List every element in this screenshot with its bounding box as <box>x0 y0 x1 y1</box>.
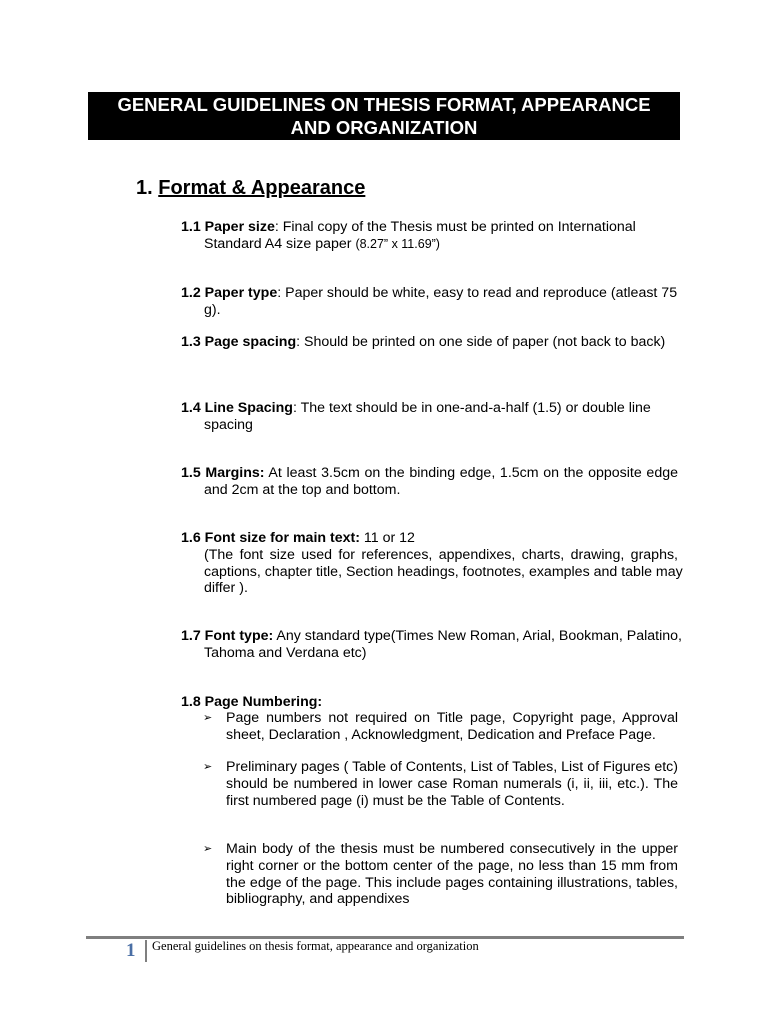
list-item <box>203 710 678 744</box>
item-font-type <box>181 628 682 662</box>
list-item <box>203 841 678 908</box>
item-paper-size <box>181 219 678 253</box>
item-label: 1.8 Page Numbering: <box>181 694 323 710</box>
bullet-line: sheet, Declaration , Acknowledgment, Dedication and Preface Page. <box>226 726 656 743</box>
paper-dimensions: (8.27” x 11.69”) <box>355 236 440 251</box>
item-margins <box>181 465 678 499</box>
item-label: 1.4 Line Spacing <box>181 400 293 416</box>
section-number: 1. <box>136 177 153 199</box>
item-text: differ ). <box>204 580 248 597</box>
item-text: : Final copy of the Thesis must be printed on International <box>274 219 636 235</box>
title-line-1: GENERAL GUIDELINES ON THESIS FORMAT, APPEARANCE <box>117 94 651 115</box>
item-text: captions, chapter title, Section headings, footnotes, examples and table may <box>204 563 683 580</box>
item-label: 1.6 Font size for main text: <box>181 530 360 546</box>
arrow-bullet-icon: ➢ <box>203 843 213 855</box>
bullet-line: Preliminary pages ( Table of Contents, List of Tables, List of Figures etc) <box>226 759 678 775</box>
item-label: 1.7 Font type: <box>181 628 274 644</box>
item-label: 1.1 Paper size <box>181 219 275 235</box>
arrow-bullet-icon: ➢ <box>203 712 213 724</box>
item-text: At least 3.5cm on the binding edge, 1.5cm on the opposite edge <box>264 465 678 481</box>
item-text: and 2cm at the top and bottom. <box>204 481 401 498</box>
item-text: : The text should be in one-and-a-half (1.5) or double line <box>292 400 651 416</box>
item-text: : Paper should be white, easy to read and reproduce (atleast 75 <box>277 285 678 301</box>
section-heading <box>136 177 365 200</box>
document-title-banner <box>88 92 680 140</box>
item-font-size <box>181 530 683 597</box>
item-line-spacing <box>181 400 678 434</box>
item-text: (The font size used for references, appendixes, charts, drawing, graphs, <box>204 546 678 563</box>
bullet-line: right corner or the bottom center of the page, no less than 15 mm from <box>226 857 678 874</box>
footer-running-title: General guidelines on thesis format, appearance and organization <box>152 939 479 953</box>
font-size-value: 11 or 12 <box>359 530 415 546</box>
item-page-numbering <box>181 694 678 711</box>
bullet-line: should be numbered in lower case Roman numerals (i, ii, iii, etc.). The <box>226 775 678 792</box>
item-text: g). <box>204 301 221 318</box>
item-page-spacing <box>181 334 678 351</box>
title-line-2: AND ORGANIZATION <box>290 117 478 138</box>
item-text: Tahoma and Verdana etc) <box>204 644 367 661</box>
item-text: Any standard type(Times New Roman, Arial, Bookman, Palatino, <box>273 628 682 644</box>
list-item <box>203 759 678 809</box>
item-label: 1.2 Paper type <box>181 285 278 301</box>
item-paper-type <box>181 285 678 319</box>
footer-separator <box>145 940 147 962</box>
bullet-line: bibliography, and appendixes <box>226 891 410 908</box>
section-title: Format & Appearance <box>158 177 366 199</box>
arrow-bullet-icon: ➢ <box>203 761 213 773</box>
bullet-line: Main body of the thesis must be numbered consecutively in the upper <box>226 841 678 857</box>
bullet-line: the edge of the page. This include pages containing illustrations, tables, <box>226 874 678 891</box>
bullet-line: Page numbers not required on Title page, Copyright page, Approval <box>226 710 678 726</box>
item-label: 1.3 Page spacing <box>181 334 297 350</box>
item-text: spacing <box>204 416 253 433</box>
item-text: : Should be printed on one side of paper (not back to back) <box>296 334 666 350</box>
item-text: Standard A4 size paper <box>204 235 356 252</box>
bullet-line: first numbered page (i) must be the Table of Contents. <box>226 792 565 809</box>
item-label: 1.5 Margins: <box>181 465 265 481</box>
footer-page-number: 1 <box>126 940 136 961</box>
